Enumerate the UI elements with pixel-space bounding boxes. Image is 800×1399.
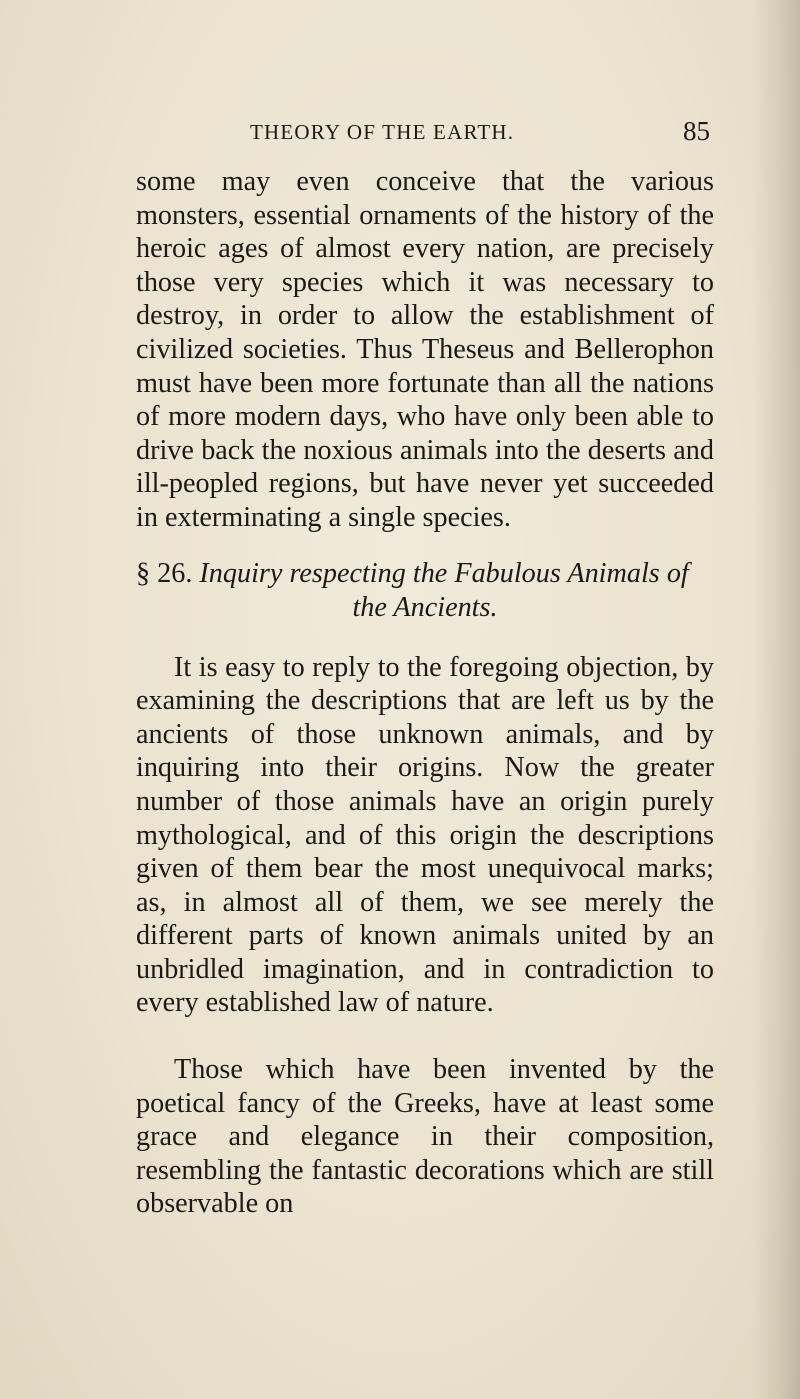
- section-heading-line-1: [136, 557, 714, 591]
- paragraph-greek-fancy: Those which have been invented by the poetical fancy of the Greeks, have at least some grace and elegance in their composition, resembling the fantastic decorations which are still observable on: [136, 1054, 714, 1220]
- running-head-title: THEORY OF THE EARTH.: [250, 120, 515, 144]
- section-heading-text-1: Inquiry respecting the Fabulous Animals of: [199, 557, 689, 589]
- section-heading: [136, 557, 714, 625]
- page-gutter-shadow: [752, 0, 800, 1399]
- section-heading-line-2: the Ancients.: [352, 591, 498, 623]
- paragraph-objection-reply: It is easy to reply to the foregoing objection, by examining the descriptions that are left us by the ancients of those unknown animals, and by inquiring into their origins. Now the greater number of those animals have an origin purely mythological, and of this origin the descriptions given of them bear the most unequivocal marks; as, in almost all of them, we see merely the different parts of known animals united by an unbridled imagination, and in contradiction to every established law of nature.: [136, 651, 714, 1019]
- paragraph-continuation: some may even conceive that the various monsters, essential ornaments of the history of the heroic ages of almost every nation, are precisely those very species which it was necessary to destroy, in order to allow the establishment of civilized societies. Thus Theseus and Bellerophon must have been more fortunate than all the nations of more modern days, who have only been able to drive back the noxious animals into the deserts and ill-peopled regions, but have never yet succeeded in exterminating a single species.: [136, 166, 714, 533]
- page-number: 85: [683, 116, 710, 146]
- running-head: [250, 116, 710, 150]
- body-text: [136, 165, 714, 1221]
- section-mark: § 26.: [136, 557, 193, 589]
